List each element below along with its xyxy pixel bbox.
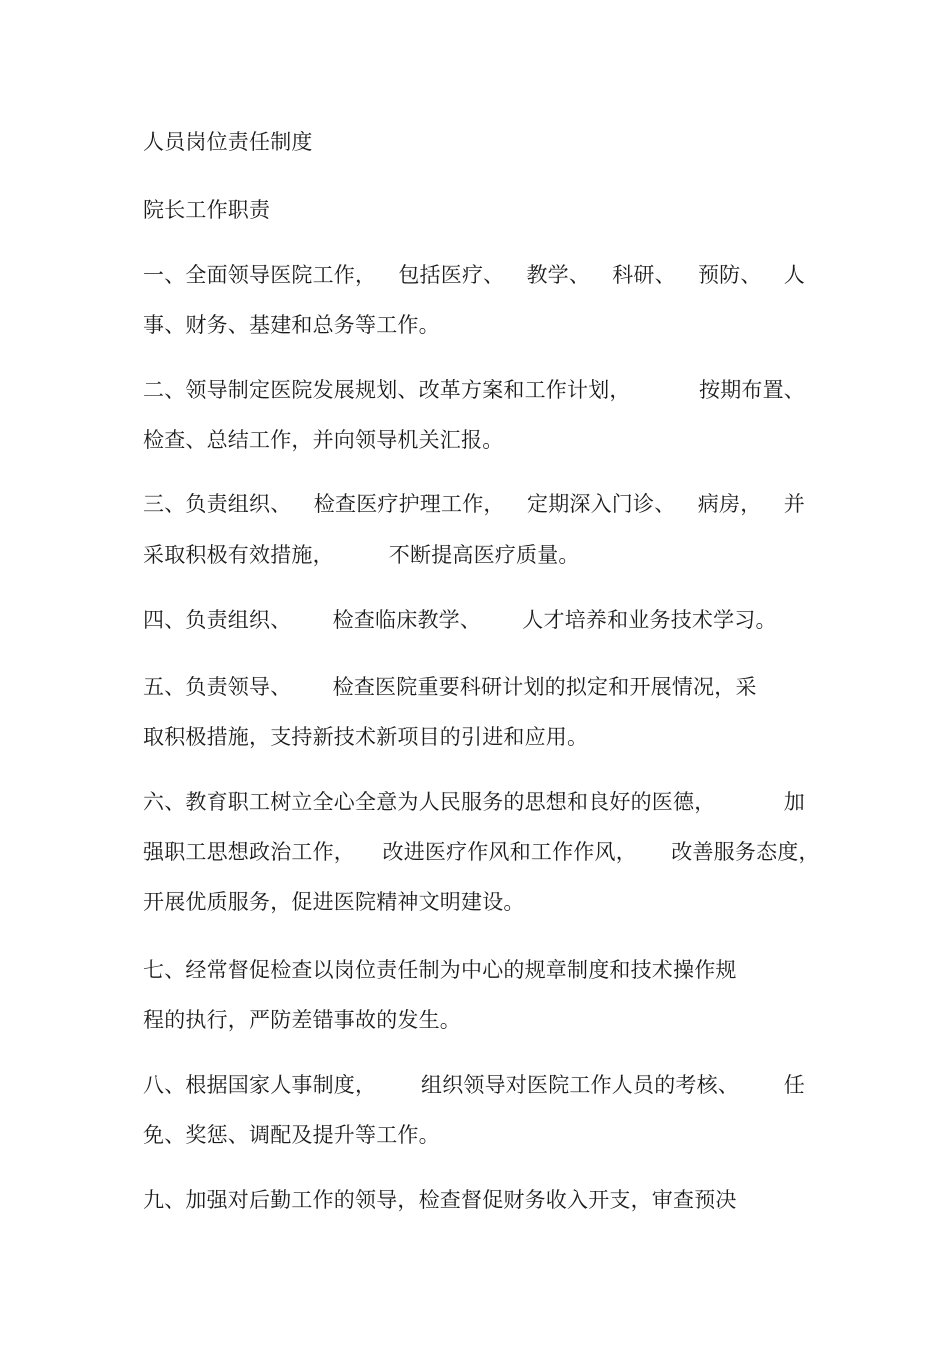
paragraph-line-2: 事、财务、基建和总务等工作。 (143, 313, 440, 337)
paragraph-line-6: 采取积极有效措施， 不断提高医疗质量。 (143, 543, 580, 567)
paragraph-line-3: 二、领导制定医院发展规划、改革方案和工作计划， 按期布置、 (143, 378, 805, 402)
paragraph-line-14: 程的执行，严防差错事故的发生。 (143, 1008, 461, 1032)
document-title: 人员岗位责任制度 (143, 130, 313, 154)
paragraph-line-15: 八、根据国家人事制度， 组织领导对医院工作人员的考核、 任 (143, 1073, 805, 1097)
paragraph-line-4: 检查、总结工作，并向领导机关汇报。 (143, 428, 504, 452)
paragraph-line-10: 六、教育职工树立全心全意为人民服务的思想和良好的医德， 加 (143, 790, 805, 814)
section-heading: 院长工作职责 (143, 198, 271, 222)
paragraph-line-12: 开展优质服务，促进医院精神文明建设。 (143, 890, 525, 914)
paragraph-line-11: 强职工思想政治工作， 改进医疗作风和工作作风， 改善服务态度， (143, 840, 820, 864)
paragraph-line-16: 免、奖惩、调配及提升等工作。 (143, 1123, 440, 1147)
paragraph-line-9: 取积极措施，支持新技术新项目的引进和应用。 (143, 725, 589, 749)
paragraph-line-7: 四、负责组织、 检查临床教学、 人才培养和业务技术学习。 (143, 608, 777, 632)
paragraph-line-17: 九、加强对后勤工作的领导，检查督促财务收入开支，审查预决 (143, 1188, 737, 1212)
paragraph-line-5: 三、负责组织、 检查医疗护理工作， 定期深入门诊、 病房， 并 (143, 492, 805, 516)
paragraph-line-1: 一、全面领导医院工作， 包括医疗、 教学、 科研、 预防、 人 (143, 263, 805, 287)
paragraph-line-13: 七、经常督促检查以岗位责任制为中心的规章制度和技术操作规 (143, 958, 737, 982)
paragraph-line-8: 五、负责领导、 检查医院重要科研计划的拟定和开展情况，采 (143, 675, 757, 699)
